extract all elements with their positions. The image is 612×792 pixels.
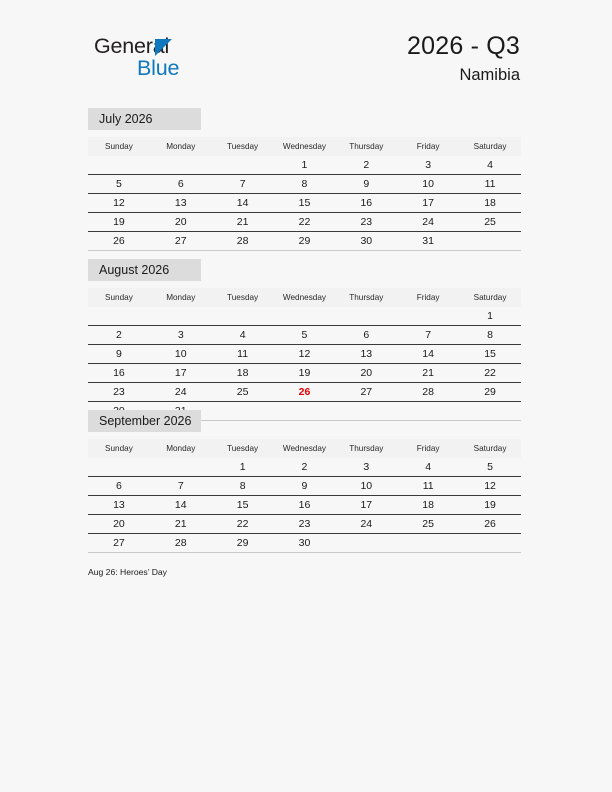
day-cell[interactable]: 15 bbox=[459, 345, 521, 364]
generalblue-logo[interactable] bbox=[94, 36, 274, 84]
day-cell-empty bbox=[397, 307, 459, 326]
day-cell[interactable]: 24 bbox=[335, 515, 397, 534]
day-cell[interactable]: 11 bbox=[397, 477, 459, 496]
weekday-header-tuesday: Tuesday bbox=[212, 439, 274, 458]
day-cell[interactable]: 8 bbox=[212, 477, 274, 496]
day-cell[interactable]: 17 bbox=[397, 194, 459, 213]
day-cell-empty bbox=[212, 156, 274, 175]
day-cell[interactable]: 30 bbox=[274, 534, 336, 553]
day-cell[interactable]: 13 bbox=[335, 345, 397, 364]
month-title: August 2026 bbox=[88, 259, 201, 281]
day-cell[interactable]: 3 bbox=[335, 458, 397, 477]
day-cell-empty bbox=[88, 458, 150, 477]
day-cell[interactable]: 6 bbox=[335, 326, 397, 345]
day-cell-empty bbox=[459, 232, 521, 251]
weekday-header-thursday: Thursday bbox=[335, 288, 397, 307]
logo-text-general: General bbox=[94, 34, 170, 58]
week-row bbox=[88, 515, 521, 534]
day-cell[interactable]: 17 bbox=[335, 496, 397, 515]
day-cell[interactable]: 27 bbox=[88, 534, 150, 553]
day-cell-holiday[interactable]: 26 bbox=[274, 383, 336, 402]
weekday-header-sunday: Sunday bbox=[88, 137, 150, 156]
day-cell[interactable]: 25 bbox=[212, 383, 274, 402]
day-cell[interactable]: 26 bbox=[459, 515, 521, 534]
weekday-header-monday: Monday bbox=[150, 137, 212, 156]
weekday-header-saturday: Saturday bbox=[459, 288, 521, 307]
day-cell[interactable]: 25 bbox=[397, 515, 459, 534]
weekday-header-friday: Friday bbox=[397, 439, 459, 458]
month-grid bbox=[88, 439, 521, 553]
day-cell-empty bbox=[274, 307, 336, 326]
week-row bbox=[88, 175, 521, 194]
weekday-header-wednesday: Wednesday bbox=[274, 439, 336, 458]
weekday-header-sunday: Sunday bbox=[88, 439, 150, 458]
day-cell[interactable]: 15 bbox=[274, 194, 336, 213]
day-cell-empty bbox=[88, 307, 150, 326]
day-cell[interactable]: 7 bbox=[212, 175, 274, 194]
holiday-note: Aug 26: Heroes’ Day bbox=[88, 567, 167, 577]
week-row bbox=[88, 194, 521, 213]
day-cell-empty bbox=[150, 458, 212, 477]
weekday-header-row bbox=[88, 137, 521, 156]
day-cell-empty bbox=[335, 307, 397, 326]
week-row bbox=[88, 496, 521, 515]
day-cell[interactable]: 27 bbox=[335, 383, 397, 402]
day-cell[interactable]: 16 bbox=[335, 194, 397, 213]
page-title: 2026 - Q3 bbox=[407, 32, 520, 60]
day-cell[interactable]: 7 bbox=[397, 326, 459, 345]
month-grid bbox=[88, 137, 521, 251]
day-cell[interactable]: 6 bbox=[150, 175, 212, 194]
day-cell[interactable]: 12 bbox=[88, 194, 150, 213]
weekday-header-thursday: Thursday bbox=[335, 439, 397, 458]
day-cell-empty bbox=[88, 156, 150, 175]
weekday-header-row bbox=[88, 439, 521, 458]
page-header bbox=[0, 0, 612, 100]
week-row bbox=[88, 156, 521, 175]
weekday-header-tuesday: Tuesday bbox=[212, 137, 274, 156]
weekday-header-thursday: Thursday bbox=[335, 137, 397, 156]
day-cell[interactable]: 12 bbox=[459, 477, 521, 496]
day-cell[interactable]: 17 bbox=[150, 364, 212, 383]
day-cell[interactable]: 22 bbox=[274, 213, 336, 232]
day-cell[interactable]: 30 bbox=[335, 232, 397, 251]
day-cell[interactable]: 3 bbox=[397, 156, 459, 175]
day-cell[interactable]: 24 bbox=[397, 213, 459, 232]
day-cell[interactable]: 9 bbox=[274, 477, 336, 496]
weekday-header-sunday: Sunday bbox=[88, 288, 150, 307]
day-cell[interactable]: 2 bbox=[88, 326, 150, 345]
holiday-legend bbox=[88, 566, 521, 579]
day-cell[interactable]: 5 bbox=[88, 175, 150, 194]
day-cell[interactable]: 19 bbox=[274, 364, 336, 383]
day-cell[interactable]: 27 bbox=[150, 232, 212, 251]
month-title: September 2026 bbox=[88, 410, 201, 432]
month-body bbox=[88, 156, 521, 251]
day-cell[interactable]: 18 bbox=[459, 194, 521, 213]
month-block-september bbox=[88, 410, 521, 553]
week-row bbox=[88, 534, 521, 553]
day-cell[interactable]: 4 bbox=[397, 458, 459, 477]
day-cell[interactable]: 9 bbox=[335, 175, 397, 194]
day-cell[interactable]: 16 bbox=[274, 496, 336, 515]
day-cell[interactable]: 1 bbox=[274, 156, 336, 175]
day-cell[interactable]: 8 bbox=[459, 326, 521, 345]
day-cell[interactable]: 20 bbox=[150, 213, 212, 232]
day-cell[interactable]: 9 bbox=[88, 345, 150, 364]
month-body bbox=[88, 307, 521, 421]
month-grid bbox=[88, 288, 521, 421]
day-cell[interactable]: 22 bbox=[459, 364, 521, 383]
weekday-header-friday: Friday bbox=[397, 288, 459, 307]
day-cell[interactable]: 22 bbox=[212, 515, 274, 534]
month-body bbox=[88, 458, 521, 553]
day-cell-empty bbox=[150, 156, 212, 175]
day-cell[interactable]: 29 bbox=[212, 534, 274, 553]
day-cell[interactable]: 29 bbox=[274, 232, 336, 251]
week-row bbox=[88, 364, 521, 383]
logo-text-blue: Blue bbox=[137, 56, 180, 80]
day-cell[interactable]: 29 bbox=[459, 383, 521, 402]
day-cell[interactable]: 21 bbox=[212, 213, 274, 232]
day-cell[interactable]: 13 bbox=[150, 194, 212, 213]
week-row bbox=[88, 383, 521, 402]
day-cell[interactable]: 12 bbox=[274, 345, 336, 364]
day-cell[interactable]: 25 bbox=[459, 213, 521, 232]
day-cell[interactable]: 7 bbox=[150, 477, 212, 496]
day-cell-empty bbox=[397, 534, 459, 553]
day-cell[interactable]: 31 bbox=[397, 232, 459, 251]
day-cell[interactable]: 16 bbox=[88, 364, 150, 383]
day-cell[interactable]: 14 bbox=[150, 496, 212, 515]
weekday-header-monday: Monday bbox=[150, 439, 212, 458]
day-cell[interactable]: 21 bbox=[397, 364, 459, 383]
page-subtitle: Namibia bbox=[459, 65, 520, 84]
day-cell[interactable]: 5 bbox=[274, 326, 336, 345]
day-cell[interactable]: 5 bbox=[459, 458, 521, 477]
day-cell[interactable]: 26 bbox=[88, 232, 150, 251]
day-cell[interactable]: 14 bbox=[397, 345, 459, 364]
day-cell[interactable]: 3 bbox=[150, 326, 212, 345]
day-cell[interactable]: 2 bbox=[335, 156, 397, 175]
day-cell[interactable]: 19 bbox=[88, 213, 150, 232]
day-cell[interactable]: 18 bbox=[397, 496, 459, 515]
day-cell[interactable]: 4 bbox=[459, 156, 521, 175]
week-row bbox=[88, 326, 521, 345]
day-cell[interactable]: 2 bbox=[274, 458, 336, 477]
weekday-header-row bbox=[88, 288, 521, 307]
week-row bbox=[88, 458, 521, 477]
day-cell[interactable]: 13 bbox=[88, 496, 150, 515]
day-cell[interactable]: 28 bbox=[397, 383, 459, 402]
day-cell[interactable]: 21 bbox=[150, 515, 212, 534]
day-cell[interactable]: 18 bbox=[212, 364, 274, 383]
day-cell[interactable]: 20 bbox=[88, 515, 150, 534]
day-cell[interactable]: 19 bbox=[459, 496, 521, 515]
day-cell[interactable]: 20 bbox=[335, 364, 397, 383]
month-block-august bbox=[88, 259, 521, 421]
day-cell-empty bbox=[150, 307, 212, 326]
day-cell[interactable]: 23 bbox=[274, 515, 336, 534]
day-cell[interactable]: 11 bbox=[212, 345, 274, 364]
day-cell[interactable]: 23 bbox=[88, 383, 150, 402]
day-cell-empty bbox=[459, 534, 521, 553]
week-row bbox=[88, 345, 521, 364]
month-title: July 2026 bbox=[88, 108, 201, 130]
day-cell[interactable]: 24 bbox=[150, 383, 212, 402]
day-cell[interactable]: 8 bbox=[274, 175, 336, 194]
day-cell[interactable]: 1 bbox=[459, 307, 521, 326]
weekday-header-saturday: Saturday bbox=[459, 137, 521, 156]
day-cell[interactable]: 1 bbox=[212, 458, 274, 477]
week-row bbox=[88, 307, 521, 326]
day-cell[interactable]: 15 bbox=[212, 496, 274, 515]
title-block bbox=[407, 32, 520, 86]
day-cell[interactable]: 10 bbox=[150, 345, 212, 364]
day-cell[interactable]: 4 bbox=[212, 326, 274, 345]
day-cell-empty bbox=[335, 534, 397, 553]
day-cell[interactable]: 6 bbox=[88, 477, 150, 496]
day-cell[interactable]: 28 bbox=[212, 232, 274, 251]
logo-triangle-icon bbox=[155, 39, 172, 56]
day-cell-empty bbox=[212, 307, 274, 326]
weekday-header-tuesday: Tuesday bbox=[212, 288, 274, 307]
weekday-header-monday: Monday bbox=[150, 288, 212, 307]
weekday-header-wednesday: Wednesday bbox=[274, 137, 336, 156]
day-cell[interactable]: 14 bbox=[212, 194, 274, 213]
week-row bbox=[88, 232, 521, 251]
week-row bbox=[88, 213, 521, 232]
day-cell[interactable]: 10 bbox=[335, 477, 397, 496]
day-cell[interactable]: 28 bbox=[150, 534, 212, 553]
day-cell[interactable]: 10 bbox=[397, 175, 459, 194]
day-cell[interactable]: 23 bbox=[335, 213, 397, 232]
weekday-header-wednesday: Wednesday bbox=[274, 288, 336, 307]
month-block-july bbox=[88, 108, 521, 251]
week-row bbox=[88, 477, 521, 496]
weekday-header-saturday: Saturday bbox=[459, 439, 521, 458]
day-cell[interactable]: 11 bbox=[459, 175, 521, 194]
weekday-header-friday: Friday bbox=[397, 137, 459, 156]
